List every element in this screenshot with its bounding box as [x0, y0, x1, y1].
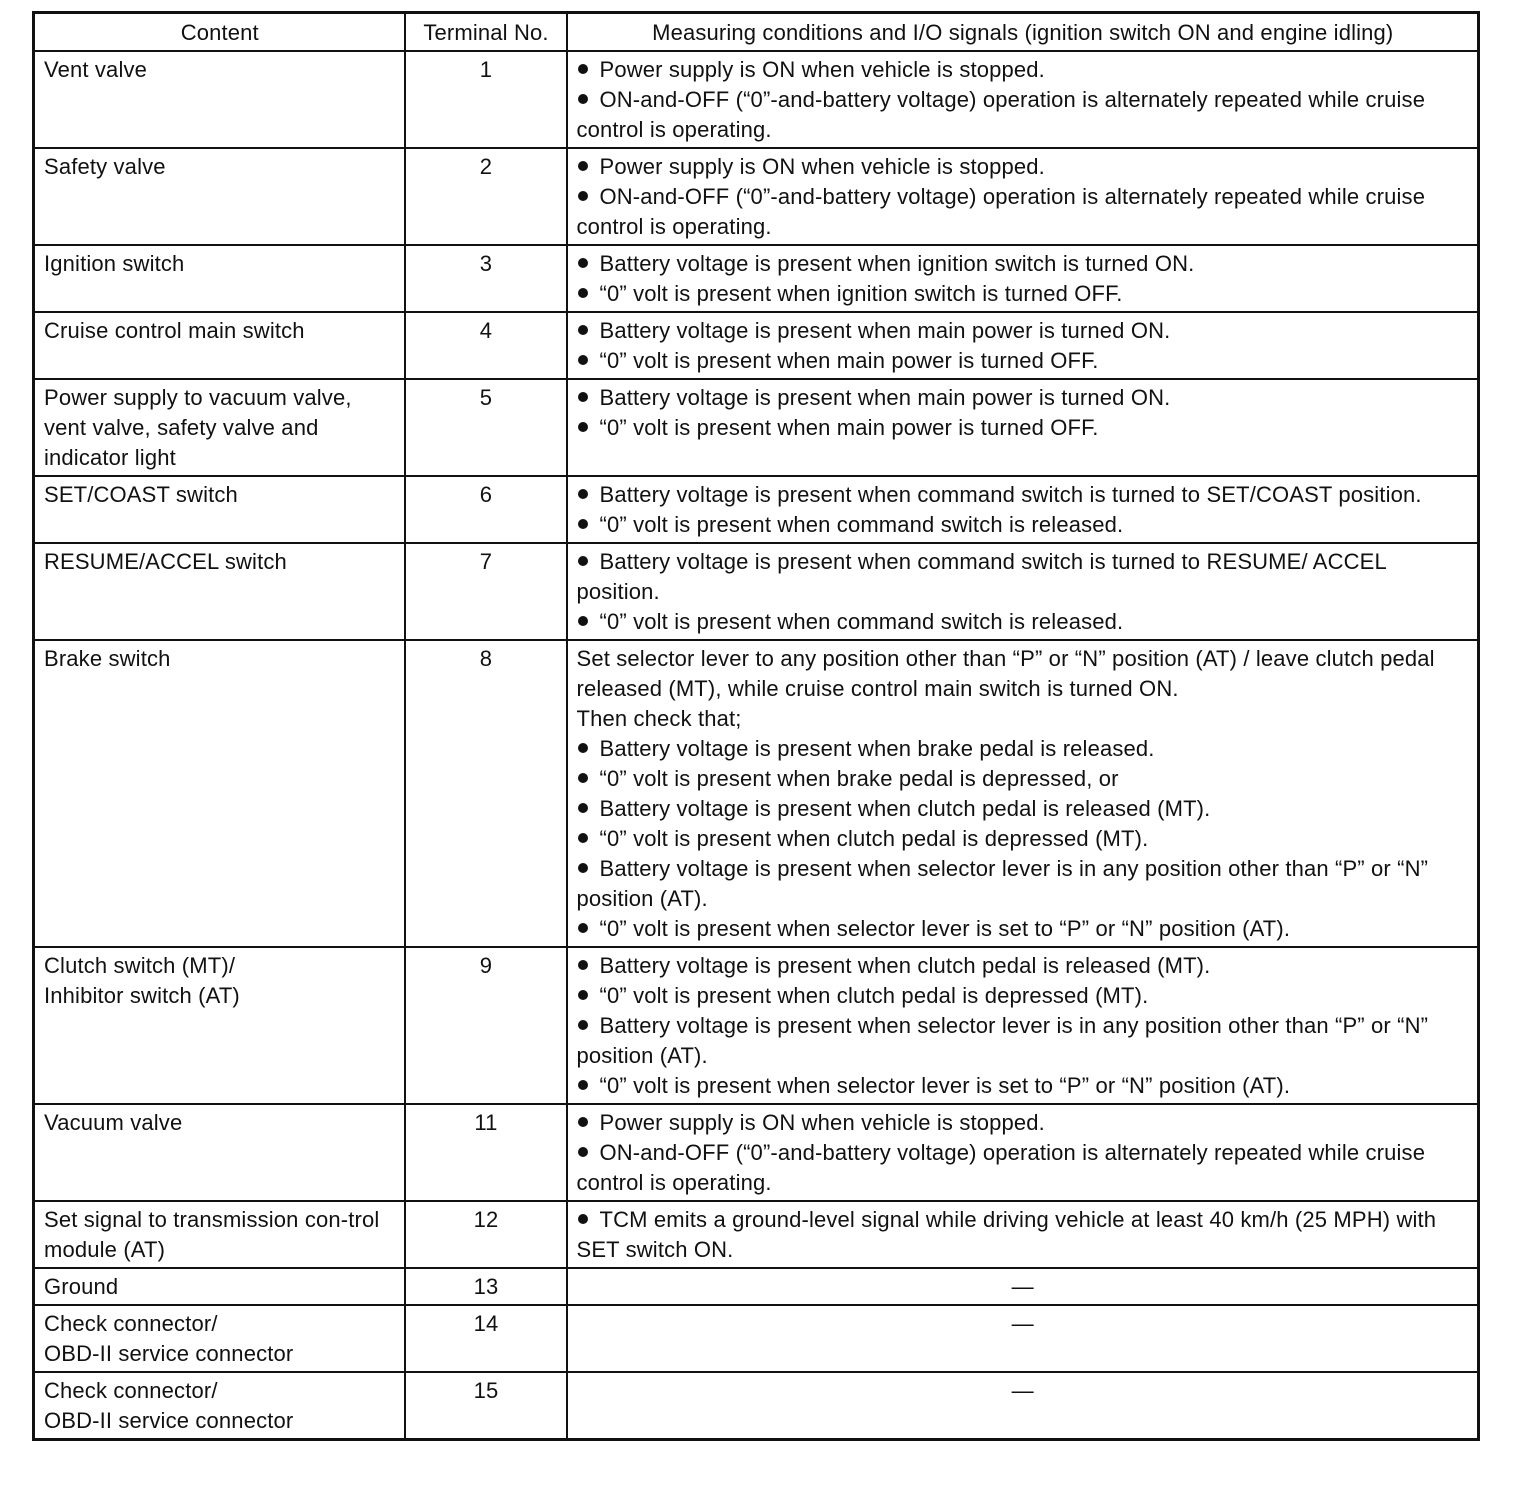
table-row — [34, 543, 1479, 640]
bullet-icon — [578, 773, 588, 783]
bullet-item — [577, 480, 1470, 510]
conditions-cell — [567, 476, 1479, 543]
bullet-icon — [578, 863, 588, 873]
condition-line-text: Battery voltage is present when clutch pedal is released (MT). — [599, 796, 1211, 821]
condition-line-text: Battery voltage is present when main power is turned ON. — [599, 385, 1171, 410]
conditions-cell — [567, 51, 1479, 148]
table-row — [34, 245, 1479, 312]
content-cell: Vent valve — [34, 51, 405, 148]
conditions-cell — [567, 1305, 1479, 1372]
bullet-item — [577, 1108, 1470, 1138]
bullet-item — [577, 85, 1470, 145]
terminal-cell: 11 — [405, 1104, 567, 1201]
table-row — [34, 1201, 1479, 1268]
bullet-item — [577, 316, 1470, 346]
bullet-icon — [578, 1117, 588, 1127]
bullet-item — [577, 1011, 1470, 1071]
bullet-item — [577, 413, 1470, 443]
bullet-icon — [578, 923, 588, 933]
terminal-cell: 14 — [405, 1305, 567, 1372]
table-row — [34, 1372, 1479, 1440]
content-cell: Brake switch — [34, 640, 405, 947]
io-signal-table — [32, 11, 1480, 1441]
conditions-cell — [567, 947, 1479, 1104]
bullet-icon — [578, 1020, 588, 1030]
bullet-icon — [578, 519, 588, 529]
bullet-item — [577, 279, 1470, 309]
terminal-cell: 7 — [405, 543, 567, 640]
bullet-icon — [578, 422, 588, 432]
terminal-cell: 3 — [405, 245, 567, 312]
terminal-cell: 13 — [405, 1268, 567, 1305]
condition-line-text: Battery voltage is present when command switch is turned to RESUME/ ACCEL position. — [576, 549, 1387, 604]
terminal-cell: 15 — [405, 1372, 567, 1440]
conditions-cell — [567, 1201, 1479, 1268]
condition-line-text: “0” volt is present when command switch is released. — [599, 512, 1124, 537]
content-cell: SET/COAST switch — [34, 476, 405, 543]
bullet-icon — [578, 161, 588, 171]
bullet-icon — [578, 1214, 588, 1224]
bullet-item — [577, 152, 1470, 182]
bullet-item — [577, 794, 1470, 824]
bullet-icon — [578, 990, 588, 1000]
condition-line-text: ON-and-OFF (“0”-and-battery voltage) operation is alternately repeated while cruise control is operating. — [576, 184, 1426, 239]
conditions-cell — [567, 1104, 1479, 1201]
table-row — [34, 476, 1479, 543]
content-cell: Safety valve — [34, 148, 405, 245]
terminal-cell: 2 — [405, 148, 567, 245]
bullet-item — [577, 914, 1470, 944]
table-row — [34, 379, 1479, 476]
header-row — [34, 13, 1479, 52]
conditions-cell — [567, 245, 1479, 312]
bullet-item — [577, 951, 1470, 981]
condition-text — [577, 644, 1470, 704]
terminal-cell: 4 — [405, 312, 567, 379]
conditions-cell — [567, 148, 1479, 245]
bullet-icon — [578, 392, 588, 402]
condition-line-text: Power supply is ON when vehicle is stopped. — [599, 154, 1045, 179]
condition-line-text: ON-and-OFF (“0”-and-battery voltage) operation is alternately repeated while cruise control is operating. — [576, 87, 1426, 142]
not-applicable-dash: — — [1011, 1311, 1034, 1336]
bullet-icon — [578, 64, 588, 74]
table-row — [34, 1305, 1479, 1372]
table-row — [34, 1268, 1479, 1305]
terminal-cell: 6 — [405, 476, 567, 543]
bullet-icon — [578, 191, 588, 201]
condition-line-text: “0” volt is present when selector lever is set to “P” or “N” position (AT). — [599, 916, 1291, 941]
bullet-item — [577, 249, 1470, 279]
condition-line-text: Battery voltage is present when selector lever is in any position other than “P” or “N” position (AT). — [576, 856, 1429, 911]
header-content: Content — [34, 13, 405, 52]
table-row — [34, 51, 1479, 148]
condition-line-text: “0” volt is present when clutch pedal is depressed (MT). — [599, 983, 1149, 1008]
bullet-icon — [578, 355, 588, 365]
bullet-item — [577, 1071, 1470, 1101]
content-cell: Check connector/ OBD-II service connector — [34, 1305, 405, 1372]
table-row — [34, 148, 1479, 245]
bullet-icon — [578, 616, 588, 626]
bullet-item — [577, 182, 1470, 242]
terminal-cell: 1 — [405, 51, 567, 148]
bullet-icon — [578, 833, 588, 843]
bullet-item — [577, 346, 1470, 376]
condition-line-text: Power supply is ON when vehicle is stopped. — [599, 1110, 1045, 1135]
content-cell: Set signal to transmission con-trol module (AT) — [34, 1201, 405, 1268]
content-cell: Cruise control main switch — [34, 312, 405, 379]
condition-line-text: Battery voltage is present when brake pedal is released. — [599, 736, 1155, 761]
bullet-icon — [578, 325, 588, 335]
bullet-item — [577, 55, 1470, 85]
bullet-item — [577, 1205, 1470, 1265]
condition-line-text: “0” volt is present when clutch pedal is depressed (MT). — [599, 826, 1149, 851]
condition-line-text: Set selector lever to any position other than “P” or “N” position (AT) / leave clutch pedal released (MT), while cruise control main switch is turned ON. — [576, 646, 1435, 701]
bullet-item — [577, 854, 1470, 914]
condition-line-text: Then check that; — [576, 706, 742, 731]
terminal-cell: 9 — [405, 947, 567, 1104]
bullet-item — [577, 734, 1470, 764]
condition-line-text: “0” volt is present when main power is turned OFF. — [599, 415, 1099, 440]
conditions-cell — [567, 543, 1479, 640]
header-conditions: Measuring conditions and I/O signals (ignition switch ON and engine idling) — [567, 13, 1479, 52]
condition-line-text: “0” volt is present when main power is turned OFF. — [599, 348, 1099, 373]
condition-line-text: Power supply is ON when vehicle is stopped. — [599, 57, 1045, 82]
condition-line-text: ON-and-OFF (“0”-and-battery voltage) operation is alternately repeated while cruise control is operating. — [576, 1140, 1426, 1195]
bullet-item — [577, 547, 1470, 607]
header-terminal: Terminal No. — [405, 13, 567, 52]
bullet-item — [577, 510, 1470, 540]
condition-text — [577, 704, 1470, 734]
bullet-icon — [578, 1147, 588, 1157]
bullet-icon — [578, 288, 588, 298]
content-cell: Power supply to vacuum valve, vent valve, safety valve and indicator light — [34, 379, 405, 476]
table-row — [34, 1104, 1479, 1201]
condition-line-text: TCM emits a ground-level signal while driving vehicle at least 40 km/h (25 MPH) with SET switch ON. — [576, 1207, 1437, 1262]
bullet-icon — [578, 556, 588, 566]
terminal-cell: 5 — [405, 379, 567, 476]
bullet-item — [577, 981, 1470, 1011]
bullet-icon — [578, 960, 588, 970]
table-row — [34, 640, 1479, 947]
condition-line-text: “0” volt is present when ignition switch is turned OFF. — [599, 281, 1123, 306]
bullet-icon — [578, 489, 588, 499]
conditions-cell — [567, 1268, 1479, 1305]
condition-line-text: “0” volt is present when brake pedal is depressed, or — [599, 766, 1119, 791]
conditions-cell — [567, 312, 1479, 379]
content-cell: RESUME/ACCEL switch — [34, 543, 405, 640]
table-body — [34, 51, 1479, 1440]
bullet-icon — [578, 94, 588, 104]
terminal-cell: 12 — [405, 1201, 567, 1268]
condition-line-text: “0” volt is present when command switch is released. — [599, 609, 1124, 634]
content-cell: Vacuum valve — [34, 1104, 405, 1201]
content-cell: Check connector/ OBD-II service connector — [34, 1372, 405, 1440]
not-applicable-dash: — — [1011, 1274, 1034, 1299]
conditions-cell — [567, 379, 1479, 476]
bullet-item — [577, 764, 1470, 794]
terminal-cell: 8 — [405, 640, 567, 947]
condition-line-text: Battery voltage is present when main power is turned ON. — [599, 318, 1171, 343]
content-cell: Ground — [34, 1268, 405, 1305]
bullet-item — [577, 824, 1470, 854]
conditions-cell — [567, 640, 1479, 947]
table-row — [34, 312, 1479, 379]
bullet-icon — [578, 258, 588, 268]
table-row — [34, 947, 1479, 1104]
condition-line-text: “0” volt is present when selector lever is set to “P” or “N” position (AT). — [599, 1073, 1291, 1098]
bullet-item — [577, 1138, 1470, 1198]
condition-line-text: Battery voltage is present when command switch is turned to SET/COAST position. — [599, 482, 1422, 507]
condition-line-text: Battery voltage is present when selector lever is in any position other than “P” or “N” position (AT). — [576, 1013, 1429, 1068]
not-applicable-dash: — — [1011, 1378, 1034, 1403]
bullet-icon — [578, 743, 588, 753]
conditions-cell — [567, 1372, 1479, 1440]
condition-line-text: Battery voltage is present when clutch pedal is released (MT). — [599, 953, 1211, 978]
condition-line-text: Battery voltage is present when ignition switch is turned ON. — [599, 251, 1195, 276]
bullet-icon — [578, 803, 588, 813]
bullet-icon — [578, 1080, 588, 1090]
content-cell: Clutch switch (MT)/ Inhibitor switch (AT) — [34, 947, 405, 1104]
content-cell: Ignition switch — [34, 245, 405, 312]
bullet-item — [577, 607, 1470, 637]
bullet-item — [577, 383, 1470, 413]
